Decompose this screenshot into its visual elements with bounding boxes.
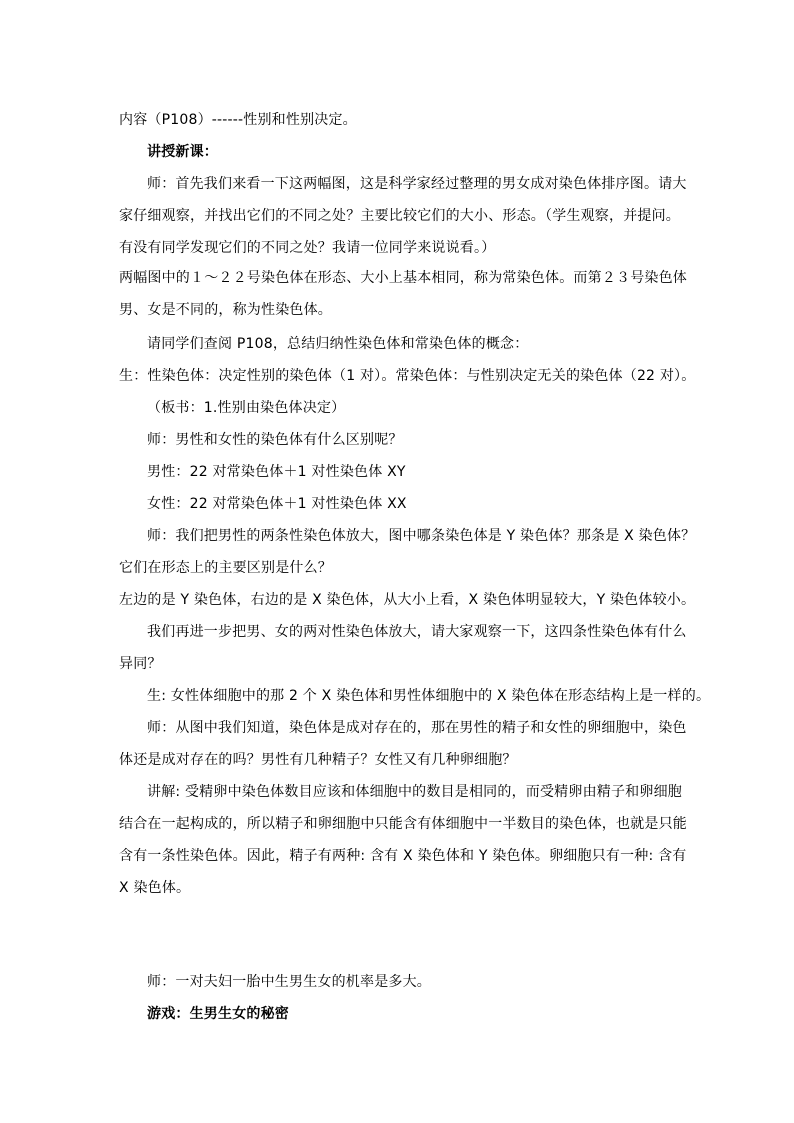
paragraph-line: 男性：22 对常染色体＋1 对性染色体 XY — [147, 464, 406, 480]
paragraph-line: 生: 女性体细胞中的那 2 个 X 染色体和男性体细胞中的 X 染色体在形态结构上是一样的。 — [147, 688, 711, 704]
section-heading: 游戏：生男生女的秘密 — [147, 1006, 289, 1022]
paragraph-line: 讲解: 受精卵中染色体数目应该和体细胞中的数目是相同的，而受精卵由精子和卵细胞 — [147, 784, 682, 800]
paragraph-line: 它们在形态上的主要区别是什么？ — [119, 560, 332, 576]
board-note: （板书：1.性别由染色体决定） — [147, 400, 346, 416]
paragraph-line: 结合在一起构成的，所以精子和卵细胞中只能含有体细胞中一半数目的染色体，也就是只能 — [119, 816, 687, 832]
paragraph-line: 异同？ — [119, 656, 162, 672]
paragraph-line: 师：我们把男性的两条性染色体放大，图中哪条染色体是 Y 染色体？那条是 X 染色体？ — [147, 528, 696, 544]
paragraph-line: X 染色体。 — [119, 880, 191, 896]
paragraph-line: 师：从图中我们知道，染色体是成对存在的，那在男性的精子和女性的卵细胞中，染色 — [147, 720, 687, 736]
paragraph-line: 生：性染色体：决定性别的染色体（1 对）。常染色体：与性别决定无关的染色体（22 对）。 — [119, 368, 696, 384]
paragraph-line: 家仔细观察，并找出它们的不同之处？主要比较它们的大小、形态。（学生观察，并提问。 — [119, 208, 680, 224]
paragraph-line: 男、女是不同的，称为性染色体。 — [119, 302, 332, 318]
paragraph-line: 左边的是 Y 染色体，右边的是 X 染色体，从大小上看，X 染色体明显较大，Y 染色体较小。 — [119, 592, 696, 608]
paragraph-line: 内容（P108）------性别和性别决定。 — [119, 112, 357, 128]
paragraph-line: 体还是成对存在的吗？男性有几种精子？女性又有几种卵细胞？ — [119, 752, 517, 768]
paragraph-line: 我们再进一步把男、女的两对性染色体放大，请大家观察一下，这四条性染色体有什么 — [147, 624, 687, 640]
paragraph-line: 师：男性和女性的染色体有什么区别呢？ — [147, 432, 403, 448]
paragraph-line: 请同学们查阅 P108，总结归纳性染色体和常染色体的概念： — [147, 336, 529, 352]
paragraph-line: 两幅图中的１～２２号染色体在形态、大小上基本相同，称为常染色体。而第２３号染色体 — [119, 270, 687, 286]
paragraph-line: 师：首先我们来看一下这两幅图，这是科学家经过整理的男女成对染色体排序图。请大 — [147, 176, 687, 192]
paragraph-line: 含有一条性染色体。因此，精子有两种: 含有 X 染色体和 Y 染色体。卵细胞只有一种: 含有 — [119, 848, 687, 864]
paragraph-line: 有没有同学发现它们的不同之处？我请一位同学来说说看。） — [119, 240, 496, 256]
section-heading: 讲授新课： — [147, 144, 218, 160]
paragraph-line: 师：一对夫妇一胎中生男生女的机率是多大。 — [147, 974, 431, 990]
paragraph-line: 女性：22 对常染色体＋1 对性染色体 XX — [147, 496, 407, 512]
